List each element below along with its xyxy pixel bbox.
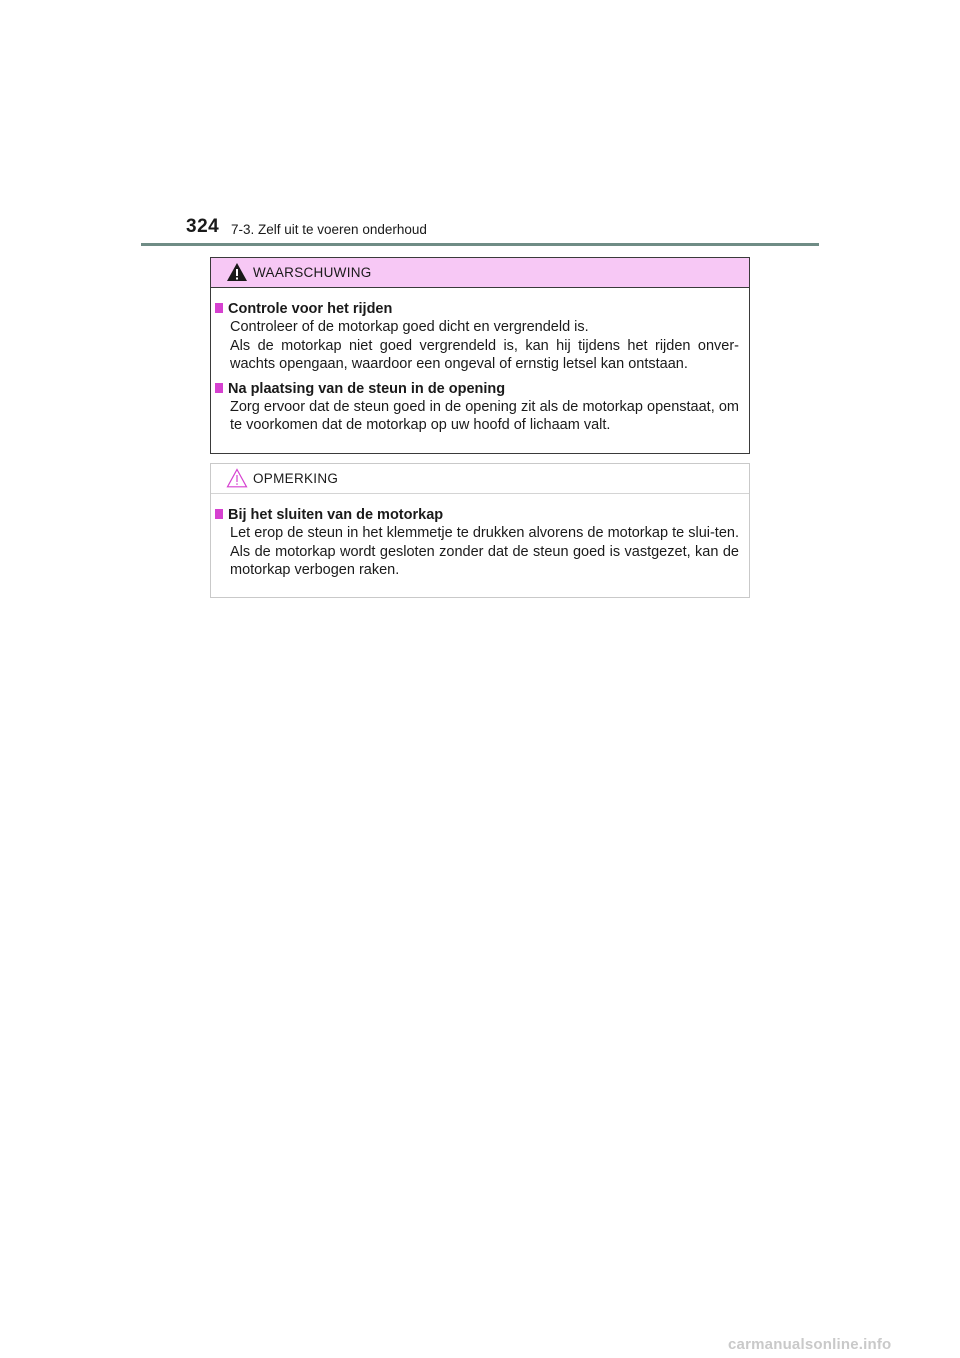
entry-title	[215, 300, 739, 318]
notice-box	[210, 463, 750, 598]
entry-text	[215, 398, 739, 435]
warning-body	[211, 288, 749, 435]
warning-triangle-filled-icon	[226, 262, 248, 282]
warning-box	[210, 257, 750, 454]
section-title: 7-3. Zelf uit te voeren onderhoud	[231, 222, 427, 237]
square-bullet-icon	[215, 303, 223, 313]
entry-title-text: Bij het sluiten van de motorkap	[228, 507, 444, 523]
notice-entry	[215, 506, 739, 580]
entry-text	[215, 318, 739, 374]
entry-text	[215, 524, 739, 580]
entry-title-text: Na plaatsing van de steun in de opening	[228, 380, 506, 397]
entry-title	[215, 380, 739, 398]
entry-title	[215, 506, 739, 524]
header-rule	[141, 243, 819, 246]
notice-body	[211, 494, 749, 580]
footer-watermark: carmanualsonline.info	[728, 1336, 892, 1353]
notice-label: OPMERKING	[253, 471, 339, 486]
entry-paragraph: Let erop de steun in het klemmetje te drukken alvorens de motorkap te slui-ten. Als de motorkap wordt gesloten zonder dat de steun goed is vastgezet, kan de motorkap verbogen raken.	[230, 525, 739, 578]
notice-header	[211, 464, 749, 494]
entry-paragraph: Als de motorkap niet goed vergrendeld is, kan hij tijdens het rijden onver-wachts opengaan, waardoor een ongeval of ernstig letsel kan ontstaan.	[230, 337, 739, 372]
entry-paragraph: Controleer of de motorkap goed dicht en vergrendeld is.	[230, 319, 589, 335]
square-bullet-icon	[215, 383, 223, 393]
warning-header	[211, 258, 749, 288]
entry-paragraph: Zorg ervoor dat de steun goed in de opening zit als de motorkap openstaat, om te voorkomen dat de motorkap op uw hoofd of lichaam valt.	[230, 398, 739, 433]
warning-entry	[215, 380, 739, 435]
warning-entry	[215, 300, 739, 374]
page-number: 324	[186, 216, 220, 237]
entry-title-text: Controle voor het rijden	[228, 301, 393, 317]
square-bullet-icon	[215, 509, 223, 519]
warning-label: WAARSCHUWING	[253, 265, 372, 280]
warning-triangle-outline-icon	[226, 468, 248, 488]
